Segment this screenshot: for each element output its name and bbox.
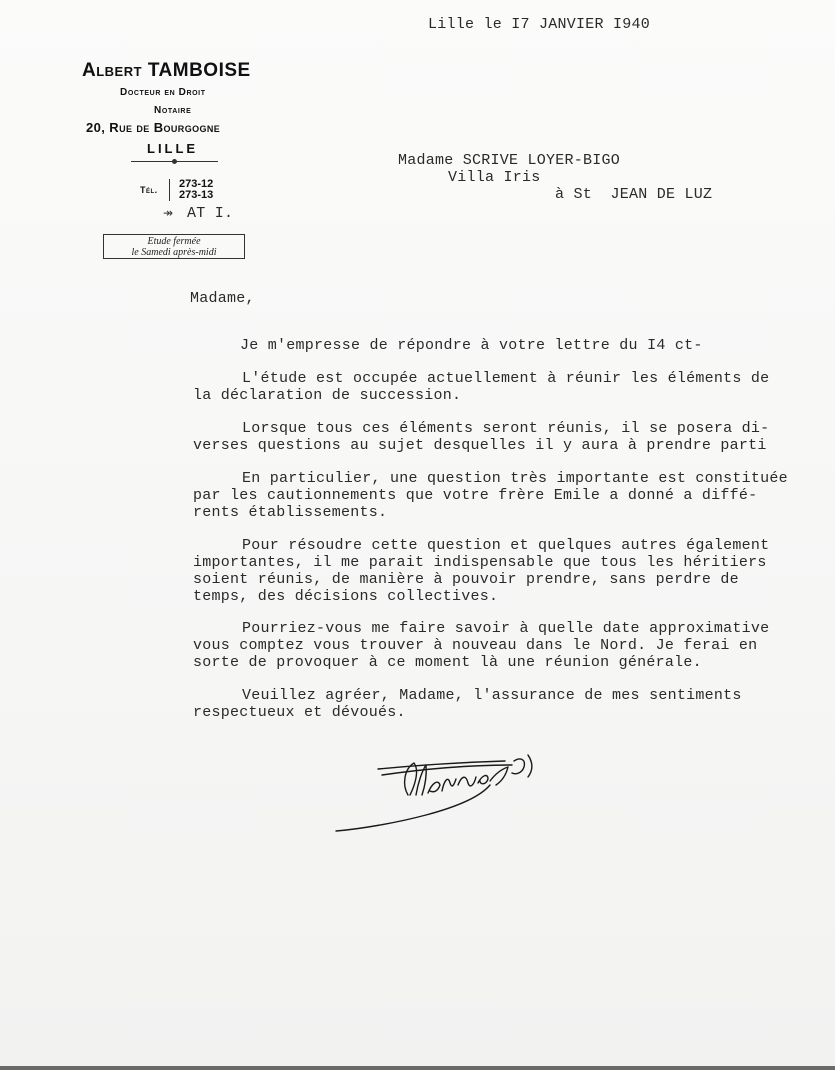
body-line: par les cautionnements que votre frère Emile a donné a diffé- (193, 487, 758, 504)
letterhead-title: Docteur en Droit (120, 87, 206, 98)
body-line: Pourriez-vous me faire savoir à quelle date approximative (242, 620, 770, 637)
handwritten-signature (330, 745, 550, 835)
body-line: importantes, il me parait indispensable que tous les héritiers (193, 554, 767, 571)
office-closed-notice (103, 234, 245, 259)
recipient-name: Madame SCRIVE LOYER-BIGO (398, 152, 621, 169)
letterhead-address: 20, Rue de Bourgogne (86, 120, 221, 135)
body-line: temps, des décisions collectives. (193, 588, 499, 605)
body-line: L'étude est occupée actuellement à réunir les éléments de (242, 370, 770, 387)
body-line: Lorsque tous ces éléments seront réunis, il se posera di- (242, 420, 770, 437)
body-line: rents établissements. (193, 504, 388, 521)
body-line: soient réunis, de manière à pouvoir prendre, sans perdre de (193, 571, 739, 588)
body-line: la déclaration de succession. (193, 387, 462, 404)
body-line: sorte de provoquer à ce moment là une réunion générale. (193, 654, 702, 671)
reference-code: AT I. (187, 205, 234, 222)
salutation: Madame, (190, 290, 255, 307)
divider-dot (172, 159, 177, 164)
letterhead-role: Notaire (154, 105, 192, 116)
body-line: respectueux et dévoués. (193, 704, 406, 721)
recipient-town: à St JEAN DE LUZ (555, 186, 713, 203)
closed-notice-line-2: le Samedi après-midi (131, 247, 217, 258)
letterhead-name: Albert TAMBOISE (82, 60, 251, 81)
body-line: Je m'empresse de répondre à votre lettre du I4 ct- (240, 337, 703, 354)
page-bottom-edge (0, 1066, 835, 1070)
body-line: Pour résoudre cette question et quelques autres également (242, 537, 770, 554)
reference-mark: ↠ (163, 206, 174, 220)
closed-notice-line-1: Etude fermée (147, 236, 201, 247)
body-line: vous comptez vous trouver à nouveau dans le Nord. Je ferai en (193, 637, 758, 654)
letterhead-city: LILLE (147, 141, 199, 156)
tel-number-1: 273-12 (179, 178, 214, 190)
date-line: Lille le I7 JANVIER I940 (428, 16, 651, 33)
tel-brace (169, 179, 170, 201)
tel-number-2: 273-13 (179, 189, 214, 201)
recipient-villa: Villa Iris (448, 169, 541, 186)
body-line: Veuillez agréer, Madame, l'assurance de mes sentiments (242, 687, 742, 704)
body-line: verses questions au sujet desquelles il y aura à prendre parti (193, 437, 767, 454)
tel-label: Tél. (140, 185, 158, 195)
body-line: En particulier, une question très importante est constituée (242, 470, 788, 487)
